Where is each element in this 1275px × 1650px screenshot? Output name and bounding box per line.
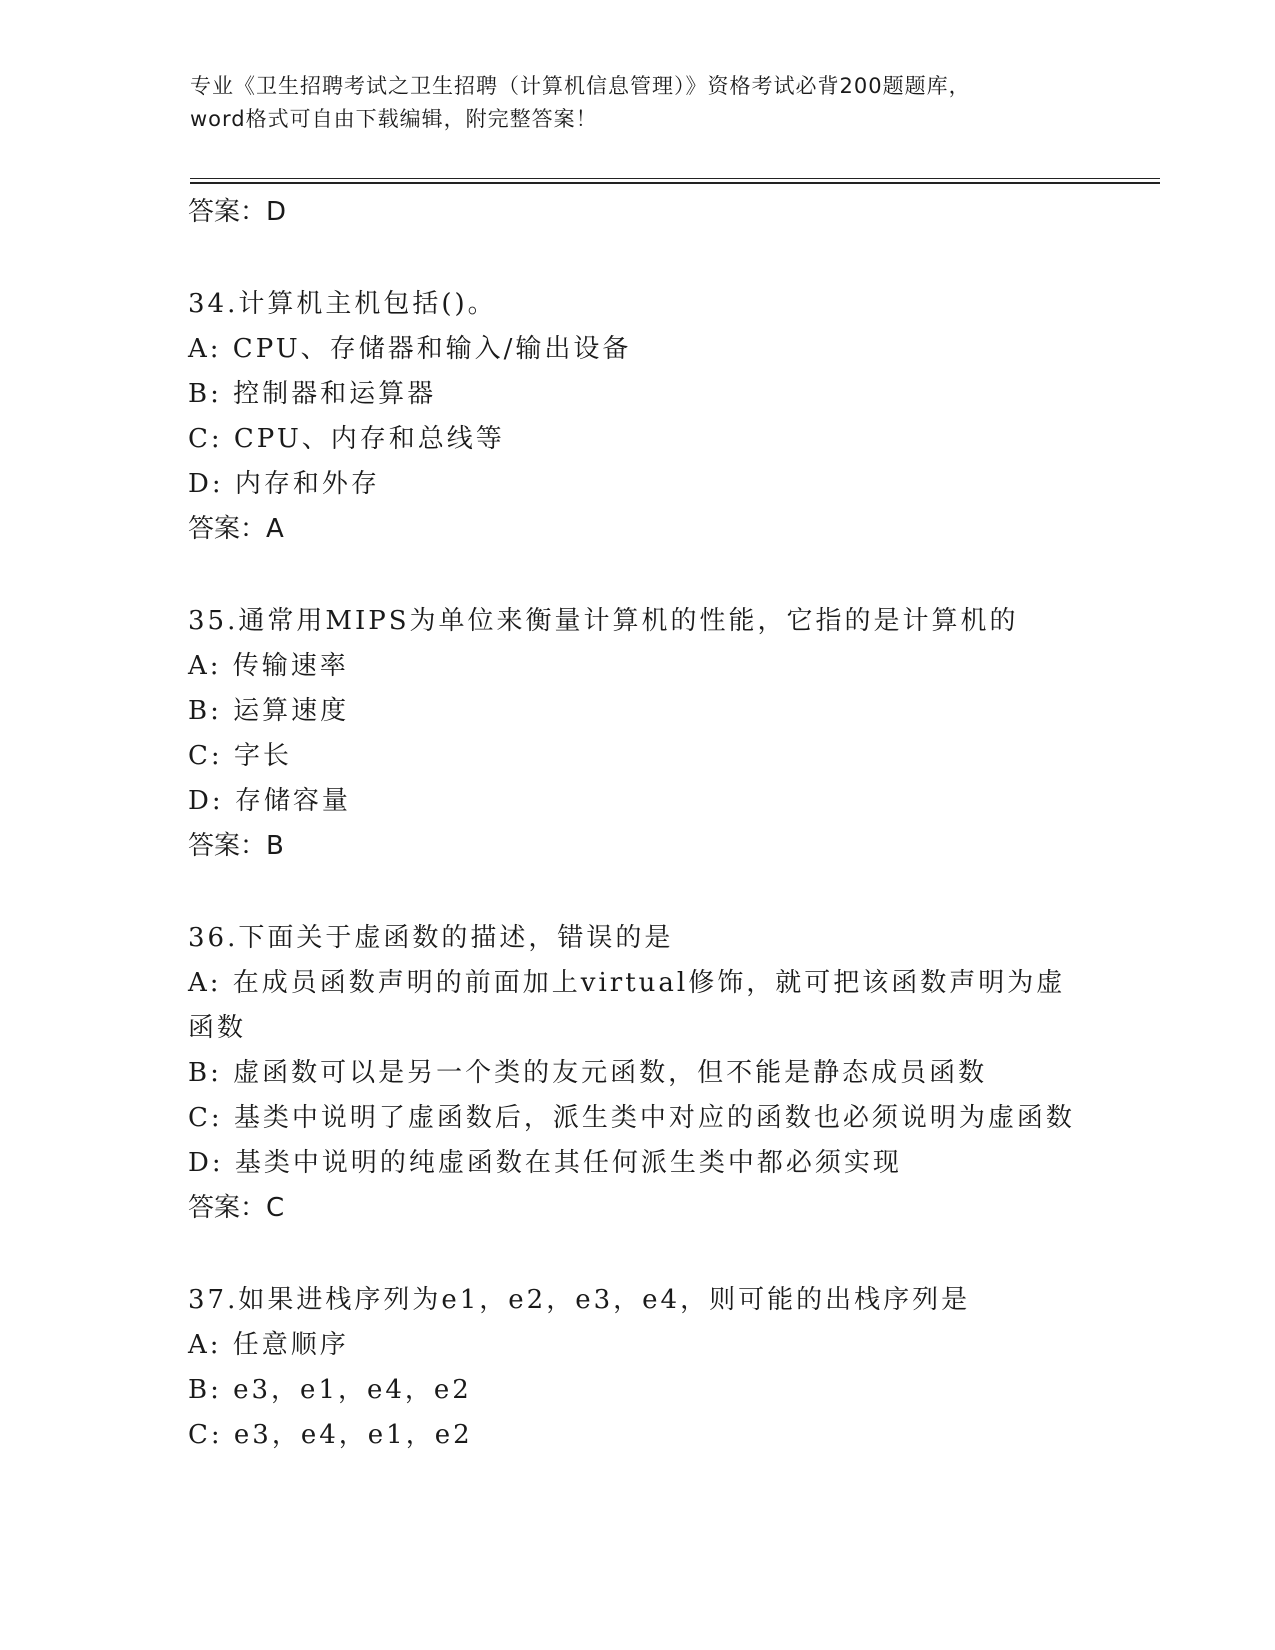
- answer: 答案：B: [188, 831, 284, 861]
- question-34: [188, 282, 1088, 551]
- option-b: B: 虚函数可以是另一个类的友元函数，但不能是静态成员函数: [188, 1058, 988, 1088]
- option-d: D: 存储容量: [188, 786, 351, 816]
- option-c: C: 基类中说明了虚函数后，派生类中对应的函数也必须说明为虚函数: [188, 1103, 1075, 1133]
- question-35: [188, 599, 1088, 868]
- header-line-2: word格式可自由下载编辑，附完整答案！: [190, 107, 598, 131]
- option-a: A: 传输速率: [188, 651, 349, 681]
- header-line-1: 专业《卫生招聘考试之卫生招聘（计算机信息管理）》资格考试必背200题题库，: [190, 74, 971, 98]
- question-stem: 34.计算机主机包括()。: [188, 289, 497, 319]
- option-c: C: 字长: [188, 741, 292, 771]
- question-list: [188, 190, 1088, 1458]
- option-c: C: e3，e4，e1，e2: [188, 1420, 473, 1450]
- question-37: [188, 1278, 1088, 1458]
- answer: 答案：A: [188, 514, 284, 544]
- question-stem: 35.通常用MIPS为单位来衡量计算机的性能，它指的是计算机的: [188, 606, 1019, 636]
- header-divider-thick: [190, 182, 1160, 184]
- option-d: D: 基类中说明的纯虚函数在其任何派生类中都必须实现: [188, 1148, 902, 1178]
- option-a: A: 任意顺序: [188, 1330, 349, 1360]
- answer: 答案：C: [188, 1193, 285, 1223]
- question-stem: 37.如果进栈序列为e1，e2，e3，e4，则可能的出栈序列是: [188, 1285, 971, 1315]
- option-b: B: e3，e1，e4，e2: [188, 1375, 472, 1405]
- option-c: C: CPU、内存和总线等: [188, 424, 505, 454]
- previous-answer: 答案：D: [188, 197, 287, 227]
- document-header: [190, 70, 1090, 136]
- header-divider-thin: [190, 178, 1160, 179]
- question-36: [188, 916, 1088, 1230]
- option-a: A: CPU、存储器和输入/输出设备: [188, 334, 632, 364]
- option-b: B: 运算速度: [188, 696, 350, 726]
- option-a: A: 在成员函数声明的前面加上virtual修饰，就可把该函数声明为虚函数: [188, 968, 1066, 1043]
- option-b: B: 控制器和运算器: [188, 379, 437, 409]
- option-d: D: 内存和外存: [188, 469, 380, 499]
- question-stem: 36.下面关于虚函数的描述，错误的是: [188, 923, 674, 953]
